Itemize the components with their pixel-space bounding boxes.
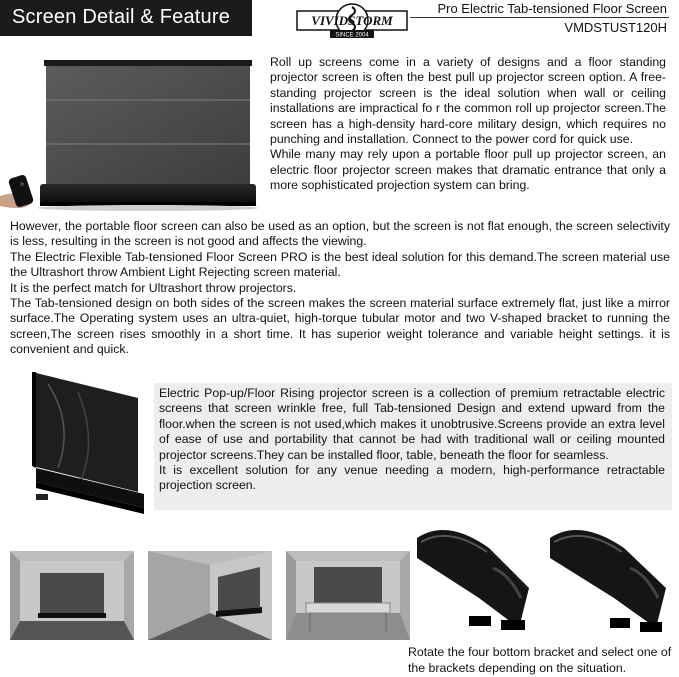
brand-logo	[296, 2, 408, 40]
room-install-image-2	[148, 551, 272, 640]
section-title: Screen Detail & Feature	[12, 6, 231, 28]
intro-paragraph-2: While many may rely upon a portable floor pull up projector screen, an electric floor projector screen makes that dramatic entrance that only a more sophisticated projection system can bring.	[270, 147, 666, 193]
intro-paragraph: Roll up screens come in a variety of designs and a floor standing projector screen is often the best pull up projector screen option. A free-standing projector screen is the ideal solution when wall or ceiling installations are impractical fo r the common roll up projector screen.The screen has a high-density hard-core military design, which requires no punching and installation. Connect to the power cord for quick use.	[270, 55, 666, 147]
info-panel	[154, 383, 672, 510]
panel-paragraph-1: Electric Pop-up/Floor Rising projector screen is a collection of premium retractable electric screens that screen wrinkle free, full Tab-tensioned Design and extend upward from the floor.when the screen is not used,which makes it unobtrusive.Screens provide an extra level of ease of use and portability that cannot be had with traditional wall or ceiling mounted projector screens.They can be installed floor, table, beneath the floor for seamless.	[159, 386, 665, 462]
feature-text	[10, 219, 670, 358]
room-install-image-1	[10, 551, 134, 640]
intro-text	[270, 55, 666, 194]
section-header	[0, 0, 252, 36]
model-code: VMDSTUST120H	[564, 20, 667, 35]
title-divider	[410, 17, 669, 18]
panel-paragraph-2: It is excellent solution for any venue needing a modern, high-performance retractable projection screen.	[159, 463, 665, 493]
feature-paragraph-2: The Electric Flexible Tab-tensioned Floor Screen PRO is the best ideal solution for this demand.The screen material use the Ultrashort throw Ambient Light Rejecting screen material.	[10, 249, 670, 280]
side-view-image	[18, 370, 152, 518]
bracket-caption: Rotate the four bottom bracket and select one of the brackets depending on the situation.	[408, 645, 672, 675]
floor-screen-image	[0, 58, 265, 218]
feature-paragraph-4: The Tab-tensioned design on both sides of the screen makes the screen material surface extremely flat, just like a mirror surface.The Operating system uses an ultra-quiet, high-torque tubular motor and two V-shaped bracket to running the screen,The screen rises smoothly in a short time. It has superior weight tolerance and variable height settings. it is convenient and quick.	[10, 296, 670, 357]
room-install-image-3	[286, 551, 410, 640]
bracket-detail-image-2	[546, 524, 676, 640]
logo-tagline: SINCE 2004	[335, 32, 369, 39]
logo-wordmark: VIVIDSTORM	[311, 13, 393, 28]
bracket-detail-image-1	[411, 524, 539, 640]
feature-paragraph-3: It is the perfect match for Ultrashort throw projectors.	[10, 280, 297, 295]
feature-paragraph-1: However, the portable floor screen can also be used as an option, but the screen is not flat enough, the screen selectivity is less, resulting in the screen is not good and affects the viewing.	[10, 219, 670, 249]
product-title: Pro Electric Tab-tensioned Floor Screen	[437, 1, 667, 16]
